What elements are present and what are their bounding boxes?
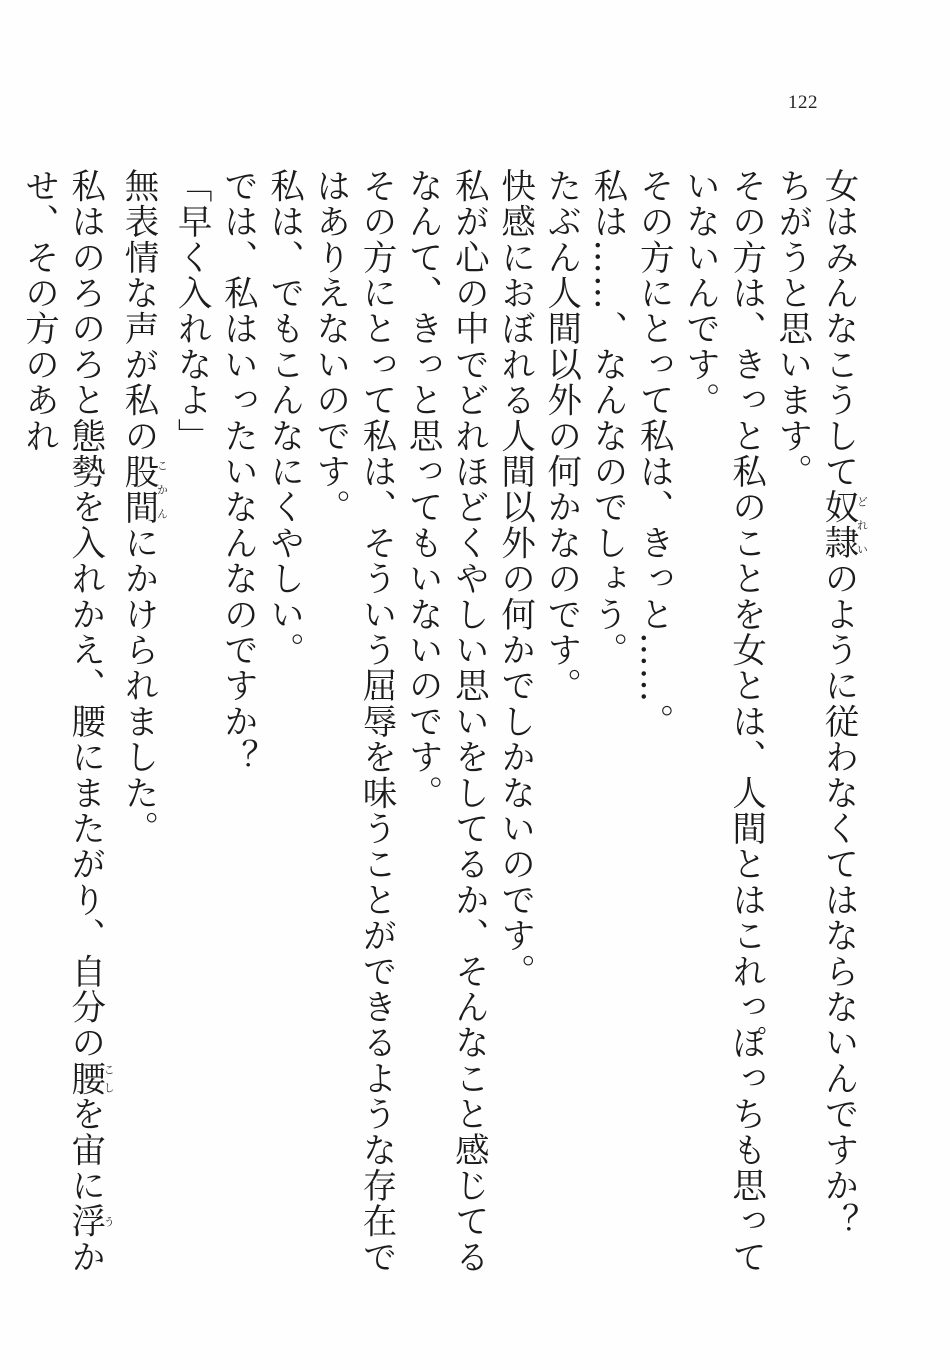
paragraph-11: では、私はいったいなんなのですか？	[217, 168, 258, 775]
paragraph-1-text: 女はみんなこうして	[818, 168, 858, 490]
paragraph-1-text-end: のように従わなくてはならないんですか？	[818, 560, 858, 1240]
ruby-base-dorei: 奴隷	[818, 489, 858, 561]
vertical-text-body	[18, 168, 869, 1308]
paragraph-4: その方にとって私は、きっと……。	[633, 168, 674, 740]
paragraph-2: ちがうと思います。	[771, 168, 812, 490]
paragraph-13	[115, 168, 168, 1308]
paragraph-14-text-1: 私はのろのろと態勢を入れかえ、腰にまたがり、自分の	[64, 168, 105, 1061]
paragraph-8: 私が心の中でどれほどくやしい思いをしてるか、そんなこと感じてるなんて、きっと思ってもいないのです。	[402, 168, 489, 1275]
ruby-koshi	[64, 1060, 116, 1097]
paragraph-13-text-end: にかけられました。	[117, 525, 158, 847]
ruby-reading-koshi: こし	[102, 1060, 116, 1097]
paragraph-14-text-3: かせ、その方のあれ	[18, 168, 105, 1275]
ruby-reading-u: う	[102, 1203, 116, 1240]
paragraph-9: その方にとって私は、そういう屈辱を味うことができるような存在ではありえないのです。	[309, 168, 396, 1275]
ruby-base-kokan: 股間	[117, 453, 158, 526]
paragraph-5: 私は……、なんなのでしょう。	[586, 168, 627, 668]
paragraph-1	[815, 168, 868, 1308]
paragraph-14	[15, 168, 114, 1308]
page-number: 122	[788, 92, 818, 113]
paragraph-12-dialogue: 「早く入れなよ」	[171, 168, 212, 454]
ruby-reading-kokan: こかん	[155, 453, 169, 525]
paragraph-10: 私は、でもこんなにくやしい。	[263, 168, 304, 668]
ruby-u	[64, 1203, 116, 1240]
paragraph-6: たぶん人間以外の何かなのです。	[540, 168, 581, 704]
paragraph-7: 快感におぼれる人間以外の何かでしかないのです。	[494, 168, 535, 990]
paragraph-13-text: 無表情な声が私の	[117, 168, 158, 454]
ruby-base-koshi: 腰	[64, 1060, 105, 1097]
paragraph-3: その方は、きっと私のことを女とは、人間とはこれっぽっちも思っていないんです。	[679, 168, 766, 1275]
paragraph-14-text-2: を宙に	[64, 1096, 105, 1204]
ruby-dorei	[818, 489, 869, 561]
ruby-kokan	[117, 453, 169, 526]
ruby-base-u: 浮	[64, 1203, 105, 1240]
ruby-reading-dorei: どれい	[855, 489, 869, 561]
